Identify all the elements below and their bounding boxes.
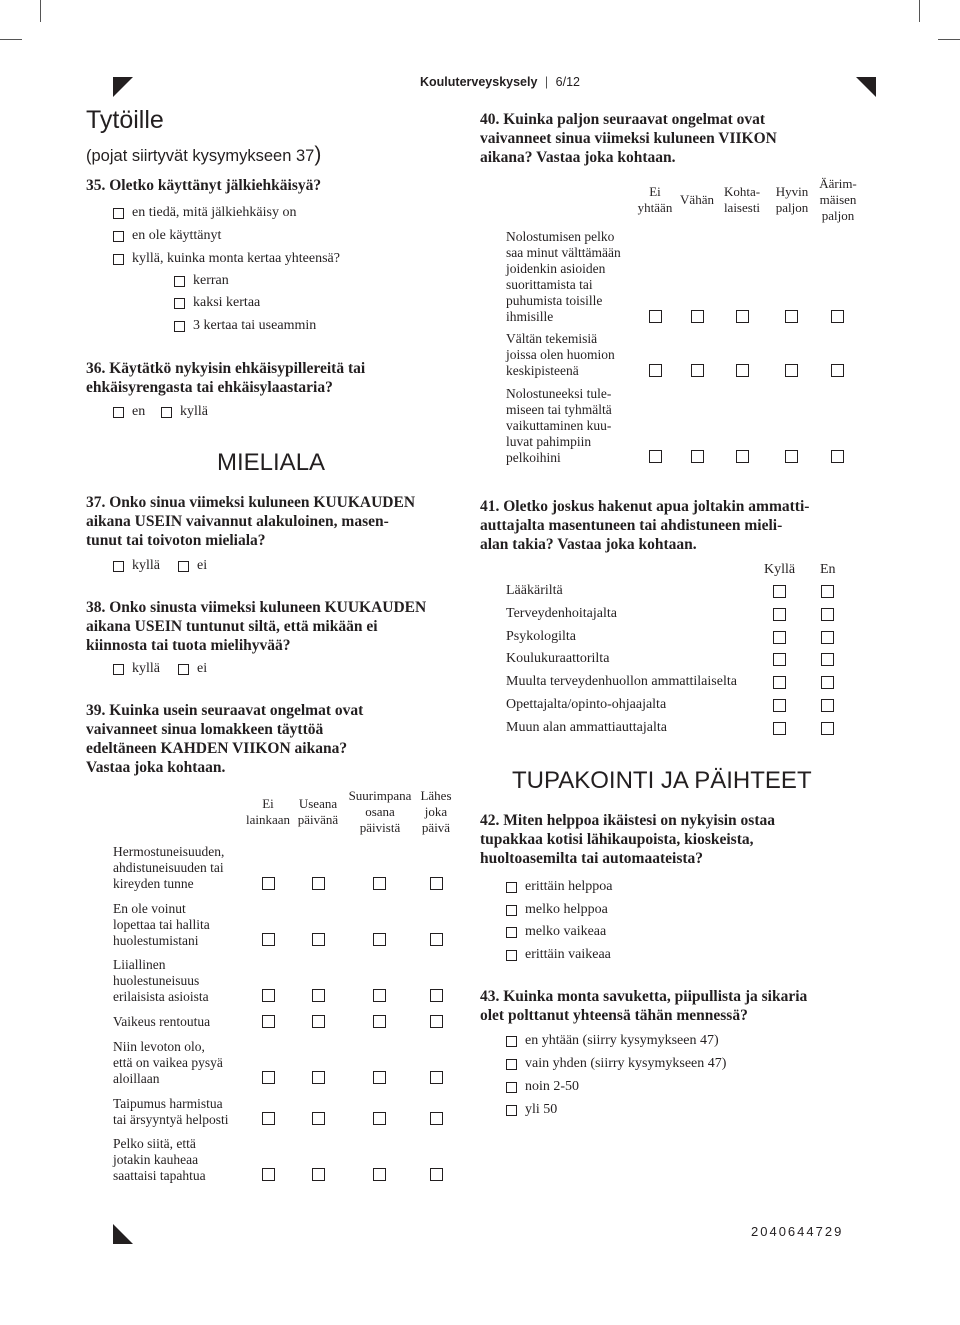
q41-row-label: Lääkäriltä (506, 583, 563, 598)
q36-option-en[interactable]: en (113, 404, 145, 420)
q41-checkbox-en-2[interactable] (821, 608, 834, 621)
q40-checkbox-r1-c5[interactable] (831, 310, 844, 323)
q39-checkbox-r6-c4[interactable] (430, 1112, 443, 1125)
q40-checkbox-r2-c3[interactable] (736, 364, 749, 377)
q35-option-1[interactable]: en tiedä, mitä jälkiehkäisy on (113, 205, 296, 221)
checkbox[interactable] (506, 1105, 517, 1116)
q39-row-label: Vaikeus rentoutua (113, 1014, 211, 1029)
q38-option-kylla[interactable]: kyllä (113, 661, 160, 677)
q39-column-header: Ei lainkaan (245, 796, 291, 827)
page-title: Tytöille (86, 106, 164, 134)
q39-checkbox-r5-c4[interactable] (430, 1071, 443, 1084)
q42-option-3[interactable]: melko vaikeaa (506, 924, 606, 940)
q39-checkbox-r5-c3[interactable] (373, 1071, 386, 1084)
q39-checkbox-r4-c2[interactable] (312, 1015, 325, 1028)
q41-column-header-en: En (820, 562, 836, 577)
checkbox[interactable] (174, 298, 185, 309)
q41-checkbox-en-3[interactable] (821, 631, 834, 644)
q40-checkbox-r3-c1[interactable] (649, 450, 662, 463)
q39-row-label: Pelko siitä, että jotakin kauheaa saattaisi tapahtua (113, 1136, 206, 1183)
question-35: 35. Oletko käyttänyt jälkiehkäisyä? (86, 177, 322, 194)
crop-mark (938, 39, 960, 40)
q39-checkbox-r6-c3[interactable] (373, 1112, 386, 1125)
q41-column-header-kylla: Kyllä (764, 562, 796, 577)
checkbox[interactable] (161, 407, 172, 418)
q40-checkbox-r2-c2[interactable] (691, 364, 704, 377)
q37-option-ei[interactable]: ei (178, 558, 207, 574)
survey-name: Kouluterveyskysely (420, 75, 538, 89)
q41-checkbox-kylla-2[interactable] (773, 608, 786, 621)
q43-option-3[interactable]: noin 2-50 (506, 1079, 579, 1095)
checkbox[interactable] (506, 1059, 517, 1070)
question-38: 38. Onko sinusta viimeksi kuluneen KUUKAUDEN aikana USEIN tuntunut siltä, että mikään ei kiinnosta tai tuota mielihyvää? (86, 599, 427, 654)
q41-checkbox-kylla-7[interactable] (773, 722, 786, 735)
q39-checkbox-r2-c4[interactable] (430, 933, 443, 946)
q39-checkbox-r7-c3[interactable] (373, 1168, 386, 1181)
checkbox[interactable] (113, 231, 124, 242)
q40-checkbox-r3-c4[interactable] (785, 450, 798, 463)
q41-checkbox-kylla-1[interactable] (773, 585, 786, 598)
q40-checkbox-r1-c4[interactable] (785, 310, 798, 323)
q39-checkbox-r2-c2[interactable] (312, 933, 325, 946)
q39-checkbox-r3-c1[interactable] (262, 989, 275, 1002)
q40-checkbox-r1-c3[interactable] (736, 310, 749, 323)
q38-option-ei[interactable]: ei (178, 661, 207, 677)
q39-checkbox-r4-c4[interactable] (430, 1015, 443, 1028)
registration-mark-top-right (856, 77, 876, 97)
q40-checkbox-r2-c1[interactable] (649, 364, 662, 377)
q35-sub-option-2[interactable]: kaksi kertaa (174, 295, 260, 311)
q35-sub-option-3[interactable]: 3 kertaa tai useammin (174, 318, 316, 334)
checkbox[interactable] (178, 664, 189, 675)
question-42: 42. Miten helppoa ikäistesi on nykyisin ostaa tupakkaa kotisi lähikaupoista, kioskeista, huoltoasemilta tai automaateista? (480, 812, 775, 867)
q41-checkbox-en-4[interactable] (821, 653, 834, 666)
q40-checkbox-r3-c3[interactable] (736, 450, 749, 463)
q39-checkbox-r1-c3[interactable] (373, 877, 386, 890)
q39-checkbox-r1-c2[interactable] (312, 877, 325, 890)
q39-checkbox-r3-c3[interactable] (373, 989, 386, 1002)
q37-option-kylla[interactable]: kyllä (113, 558, 160, 574)
q39-checkbox-r4-c1[interactable] (262, 1015, 275, 1028)
q43-option-2[interactable]: vain yhden (siirry kysymykseen 47) (506, 1056, 726, 1072)
question-43: 43. Kuinka monta savuketta, piipullista ja sikaria olet polttanut yhteensä tähän mennessä? (480, 988, 808, 1024)
section-heading-tupakointi: TUPAKOINTI JA PÄIHTEET (512, 767, 812, 794)
question-36: 36. Käytätkö nykyisin ehkäisypillereitä tai ehkäisyrengasta tai ehkäisylaastaria? (86, 360, 366, 396)
q41-checkbox-kylla-4[interactable] (773, 653, 786, 666)
q39-row-label: Hermostuneisuuden, ahdistuneisuuden tai kireyden tunne (113, 844, 225, 891)
q40-row-label: Vältän tekemisiä joissa olen huomion keskipisteenä (506, 331, 615, 378)
q42-option-4[interactable]: erittäin vaikeaa (506, 947, 611, 963)
q39-row-label: En ole voinut lopettaa tai hallita huolestumistani (113, 901, 210, 948)
q41-checkbox-en-1[interactable] (821, 585, 834, 598)
q41-checkbox-kylla-6[interactable] (773, 699, 786, 712)
q41-row-label: Terveydenhoitajalta (506, 606, 617, 621)
checkbox[interactable] (506, 882, 517, 893)
q41-checkbox-kylla-5[interactable] (773, 676, 786, 689)
q39-checkbox-r1-c1[interactable] (262, 877, 275, 890)
registration-mark-top-left (113, 77, 133, 97)
q39-column-header: Suurimpana osana päivistä (348, 788, 412, 835)
q40-checkbox-r3-c2[interactable] (691, 450, 704, 463)
q35-option-3[interactable]: kyllä, kuinka monta kertaa yhteensä? (113, 251, 340, 267)
crop-mark (0, 39, 22, 40)
q41-row-label: Koulukuraattorilta (506, 651, 610, 666)
q39-checkbox-r2-c1[interactable] (262, 933, 275, 946)
question-37: 37. Onko sinua viimeksi kuluneen KUUKAUDEN aikana USEIN vaivannut alakuloinen, masen- tunut tai toivoton mieliala? (86, 494, 416, 549)
q41-row-label: Opettajalta/opinto-ohjaajalta (506, 697, 667, 712)
q40-checkbox-r1-c2[interactable] (691, 310, 704, 323)
page-subtitle: (pojat siirtyvät kysymykseen 37) (86, 143, 322, 166)
q39-column-header: Useana päivänä (297, 796, 339, 827)
q40-column-header: Ei yhtään (637, 184, 673, 215)
page-number: 6/12 (555, 75, 580, 89)
q39-checkbox-r6-c2[interactable] (312, 1112, 325, 1125)
q43-option-4[interactable]: yli 50 (506, 1102, 557, 1118)
q39-checkbox-r3-c2[interactable] (312, 989, 325, 1002)
checkbox[interactable] (113, 561, 124, 572)
q42-option-1[interactable]: erittäin helppoa (506, 879, 612, 895)
q43-option-1[interactable]: en yhtään (siirry kysymykseen 47) (506, 1033, 719, 1049)
page-header: Kouluterveyskysely | 6/12 (420, 75, 580, 89)
q39-column-header: Lähes joka päivä (420, 788, 452, 835)
question-40: 40. Kuinka paljon seuraavat ongelmat ovat vaivanneet sinua viimeksi kuluneen VIIKON aikana? Vastaa joka kohtaan. (480, 111, 777, 166)
checkbox[interactable] (174, 321, 185, 332)
checkbox[interactable] (506, 927, 517, 938)
q35-sub-option-1[interactable]: kerran (174, 273, 229, 289)
checkbox[interactable] (506, 950, 517, 961)
q39-checkbox-r4-c3[interactable] (373, 1015, 386, 1028)
q39-checkbox-r7-c4[interactable] (430, 1168, 443, 1181)
q39-checkbox-r7-c1[interactable] (262, 1168, 275, 1181)
question-39: 39. Kuinka usein seuraavat ongelmat ovat vaivanneet sinua lomakkeen täyttöä edeltäneen KAHDEN VIIKON aikana? Vastaa joka kohtaan. (86, 702, 364, 776)
q39-row-label: Liiallinen huolestuneisuus erilaisista asioista (113, 957, 209, 1004)
q41-row-label: Muulta terveydenhuollon ammattilaiselta (506, 674, 737, 689)
q41-checkbox-kylla-3[interactable] (773, 631, 786, 644)
q39-checkbox-r6-c1[interactable] (262, 1112, 275, 1125)
q39-row-label: Niin levoton olo, että on vaikea pysyä aloillaan (113, 1039, 223, 1086)
section-heading-mieliala: MIELIALA (217, 449, 326, 476)
barcode-number: 2040644729 (751, 1224, 844, 1239)
q40-checkbox-r2-c4[interactable] (785, 364, 798, 377)
q40-column-header: Vähän (680, 192, 714, 207)
registration-mark-bottom-left (113, 1224, 133, 1244)
q41-row-label: Muun alan ammattiauttajalta (506, 720, 667, 735)
checkbox[interactable] (506, 905, 517, 916)
q41-checkbox-en-7[interactable] (821, 722, 834, 735)
checkbox[interactable] (178, 561, 189, 572)
checkbox[interactable] (506, 1036, 517, 1047)
q41-row-label: Psykologilta (506, 629, 577, 644)
checkbox[interactable] (506, 1082, 517, 1093)
q41-checkbox-en-5[interactable] (821, 676, 834, 689)
q40-row-label: Nolostuneeksi tule- miseen tai tyhmältä vaikuttaminen kuu- luvat pahimpiin pelkoihini (506, 386, 612, 465)
checkbox[interactable] (174, 276, 185, 287)
q40-column-header: Hyvin paljon (775, 184, 809, 215)
q41-checkbox-en-6[interactable] (821, 699, 834, 712)
checkbox[interactable] (113, 208, 124, 219)
checkbox[interactable] (113, 254, 124, 265)
crop-mark (40, 0, 41, 22)
checkbox[interactable] (113, 407, 124, 418)
q36-option-kylla[interactable]: kyllä (161, 404, 208, 420)
q39-checkbox-r7-c2[interactable] (312, 1168, 325, 1181)
checkbox[interactable] (113, 664, 124, 675)
question-41: 41. Oletko joskus hakenut apua joltakin ammatti- auttajalta masentuneen tai ahdistuneen mieli- alan takia? Vastaa joka kohtaan. (480, 498, 810, 553)
q39-row-label: Taipumus harmistua tai ärsyyntyä helposti (113, 1096, 229, 1127)
q40-row-label: Nolostumisen pelko saa minut välttämään joidenkin asioiden suorittamista tai puhumista toisille ihmisille (506, 229, 621, 324)
q40-column-header: Äärim- mäisen paljon (819, 176, 857, 223)
q35-option-2[interactable]: en ole käyttänyt (113, 228, 221, 244)
q39-checkbox-r5-c1[interactable] (262, 1071, 275, 1084)
q40-checkbox-r2-c5[interactable] (831, 364, 844, 377)
q39-checkbox-r5-c2[interactable] (312, 1071, 325, 1084)
q40-checkbox-r3-c5[interactable] (831, 450, 844, 463)
q39-checkbox-r2-c3[interactable] (373, 933, 386, 946)
crop-mark (919, 0, 920, 22)
q40-checkbox-r1-c1[interactable] (649, 310, 662, 323)
q42-option-2[interactable]: melko helppoa (506, 902, 608, 918)
q39-checkbox-r1-c4[interactable] (430, 877, 443, 890)
q40-column-header: Kohta- laisesti (723, 184, 761, 215)
q39-checkbox-r3-c4[interactable] (430, 989, 443, 1002)
